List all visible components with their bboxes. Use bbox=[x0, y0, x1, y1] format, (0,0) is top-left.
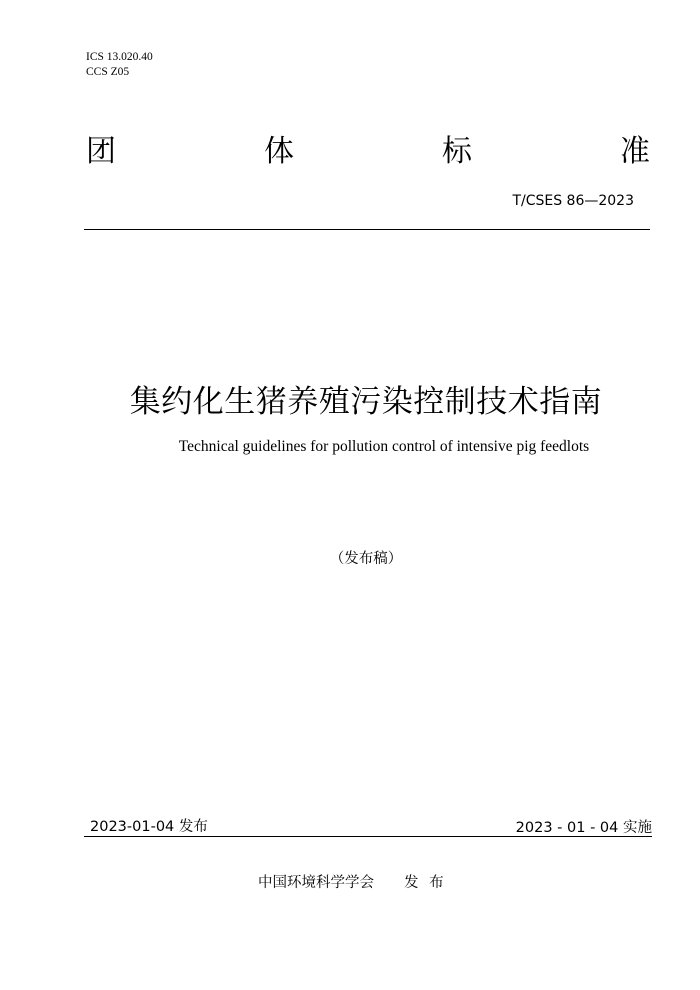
standard-type-char: 体 bbox=[264, 134, 294, 169]
standard-type-char: 准 bbox=[620, 134, 650, 169]
implement-date: 2023 - 01 - 04 实施 bbox=[515, 820, 652, 836]
document-subtitle-en: Technical guidelines for pollution control of intensive pig feedlots bbox=[178, 438, 590, 455]
publish-date: 2023-01-04 发布 bbox=[90, 819, 208, 835]
standard-number: T/CSES 86—2023 bbox=[512, 193, 634, 209]
draft-status: （发布稿） bbox=[329, 551, 403, 567]
publisher-verb: 发 布 bbox=[404, 875, 444, 891]
ccs-code: CCS Z05 bbox=[86, 66, 130, 78]
publisher-line bbox=[258, 873, 444, 893]
standard-type-heading bbox=[86, 132, 650, 172]
ics-code: ICS 13.020.40 bbox=[86, 51, 153, 63]
bottom-divider bbox=[84, 836, 652, 837]
document-title: 集约化生猪养殖污染控制技术指南 bbox=[129, 384, 603, 420]
standard-type-char: 团 bbox=[86, 134, 116, 169]
publisher-name: 中国环境科学学会 bbox=[258, 875, 374, 891]
standard-type-char: 标 bbox=[442, 134, 472, 169]
top-divider bbox=[84, 229, 650, 230]
